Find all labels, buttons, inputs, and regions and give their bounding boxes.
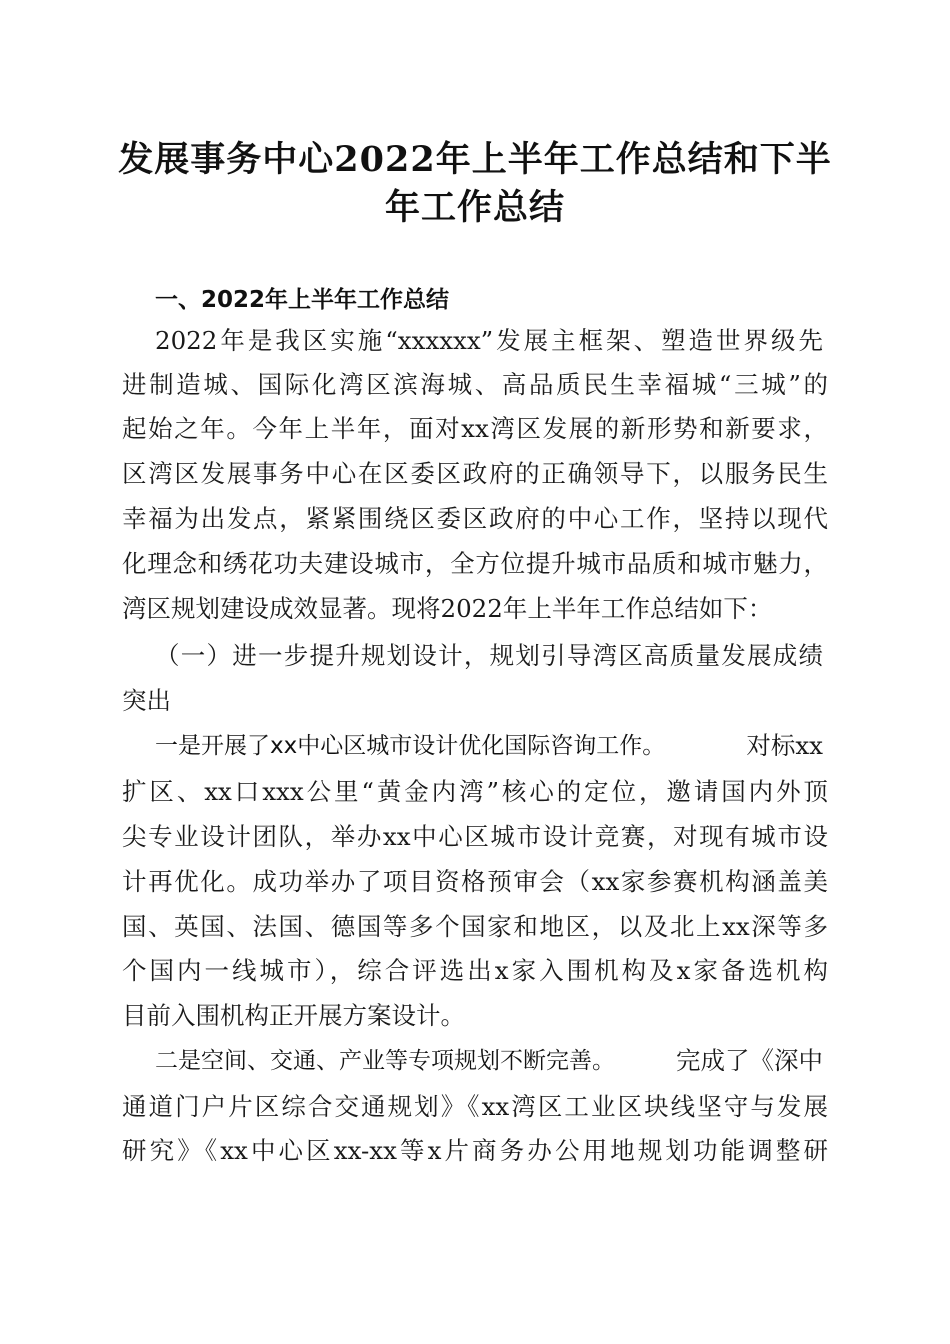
paragraph-1-line-7: 湾区规划建设成效显著。现将2022年上半年工作总结如下： — [122, 594, 773, 623]
paragraph-1-line-5: 幸福为出发点，紧紧围绕区委区政府的中心工作，坚持以现代 — [122, 504, 828, 533]
subheading-1-line-2: 突出 — [122, 686, 171, 715]
section-heading-1: 一、2022年上半年工作总结 — [155, 287, 450, 313]
paragraph-2-lead: 一是开展了xx中心区城市设计优化国际咨询工作。 — [155, 733, 666, 759]
paragraph-2-line-5: 国、英国、法国、德国等多个国家和地区，以及北上xx深等多 — [122, 912, 828, 941]
paragraph-3-first-rest: 完成了《深中 — [676, 1046, 823, 1075]
paragraph-1-line-1: 2022年是我区实施“xxxxxx”发展主框架、塑造世界级先 — [155, 326, 823, 355]
document-title-line-2: 年工作总结 — [384, 187, 565, 228]
paragraph-3-line-2: 通道门户片区综合交通规划》《xx湾区工业区块线坚守与发展 — [122, 1092, 828, 1121]
paragraph-2-line-4: 计再优化。成功举办了项目资格预审会（xx家参赛机构涵盖美 — [122, 867, 828, 896]
paragraph-2-first-rest: 对标xx — [746, 731, 823, 760]
paragraph-3-line-1 — [155, 1044, 823, 1078]
paragraph-2-line-7: 目前入围机构正开展方案设计。 — [122, 1001, 465, 1030]
paragraph-1-line-6: 化理念和绣花功夫建设城市，全方位提升城市品质和城市魅力， — [122, 549, 828, 578]
paragraph-1-line-2: 进制造城、国际化湾区滨海城、高品质民生幸福城“三城”的 — [122, 370, 828, 399]
paragraph-3-line-3: 研究》《xx中心区xx-xx等x片商务办公用地规划功能调整研 — [122, 1136, 828, 1165]
paragraph-2-line-6: 个国内一线城市），综合评选出x家入围机构及x家备选机构 — [122, 956, 828, 985]
document-title-line-1: 发展事务中心2022年上半年工作总结和下半 — [118, 139, 832, 180]
paragraph-2-line-3: 尖专业设计团队，举办xx中心区城市设计竞赛，对现有城市设 — [122, 822, 828, 851]
paragraph-2-line-2: 扩区、xx口xxx公里“黄金内湾”核心的定位，邀请国内外顶 — [122, 777, 828, 806]
subheading-1-line-1: （一）进一步提升规划设计，规划引导湾区高质量发展成绩 — [155, 641, 823, 670]
paragraph-1-line-4: 区湾区发展事务中心在区委区政府的正确领导下，以服务民生 — [122, 459, 828, 488]
paragraph-1-line-3: 起始之年。今年上半年，面对xx湾区发展的新形势和新要求， — [122, 414, 828, 443]
paragraph-3-lead: 二是空间、交通、产业等专项规划不断完善。 — [155, 1048, 615, 1074]
paragraph-2-line-1 — [155, 729, 823, 763]
